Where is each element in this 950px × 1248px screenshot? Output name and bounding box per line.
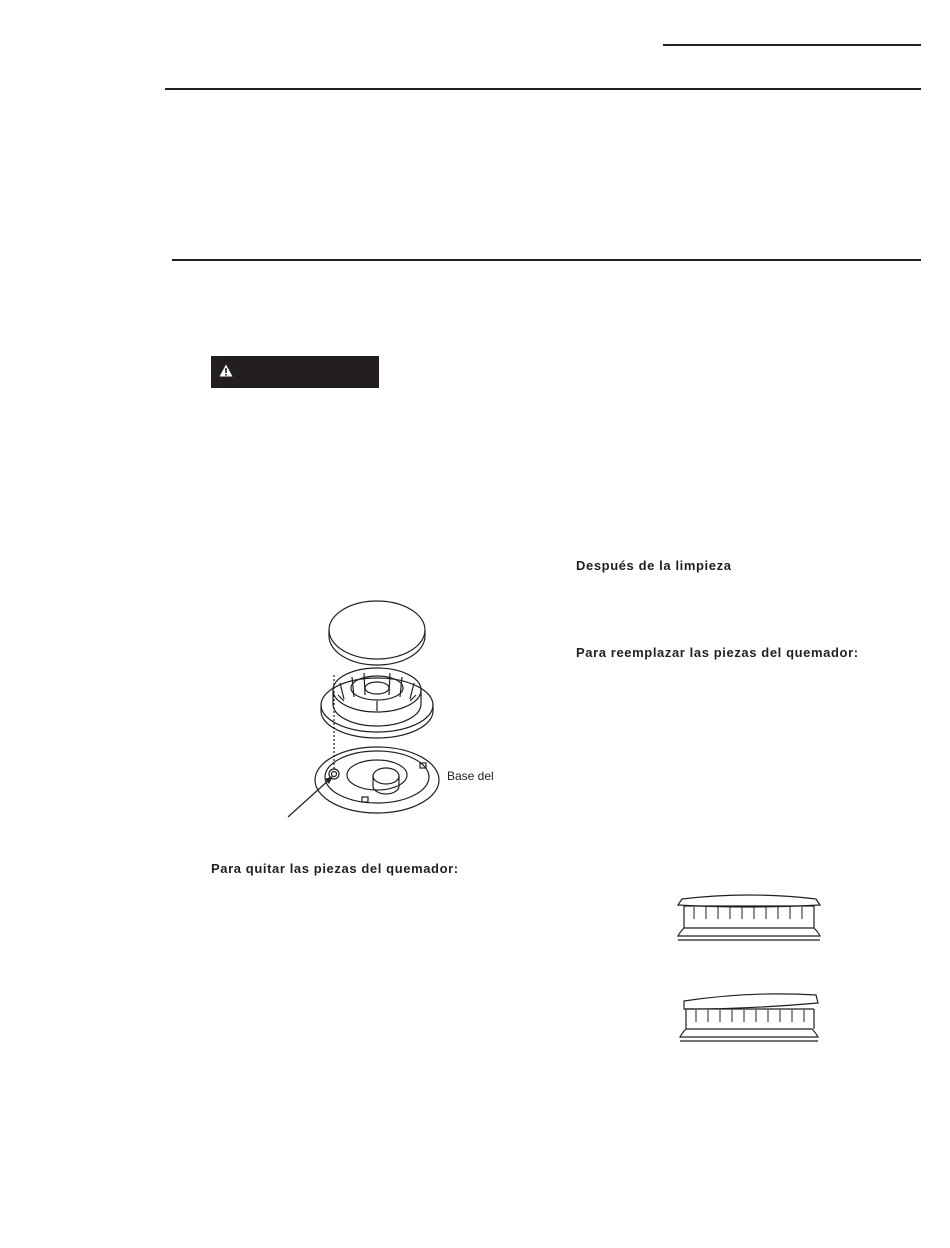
header-rule xyxy=(165,88,921,90)
burner-cap-illustration xyxy=(329,601,425,665)
warning-bar xyxy=(211,356,379,388)
replace-parts-heading: Para reemplazar las piezas del quemador: xyxy=(576,645,859,660)
burner-exploded-diagram xyxy=(280,595,510,825)
warning-triangle-icon xyxy=(219,364,233,377)
base-label: Base del xyxy=(447,769,494,783)
burner-head-illustration xyxy=(321,668,433,738)
header-short-rule xyxy=(663,44,921,46)
cap-seated-incorrectly-illustration xyxy=(674,993,824,1045)
section-rule xyxy=(172,259,921,261)
after-cleaning-heading: Después de la limpieza xyxy=(576,558,732,573)
cap-seated-correctly-illustration xyxy=(674,893,824,945)
remove-parts-heading: Para quitar las piezas del quemador: xyxy=(211,861,459,876)
